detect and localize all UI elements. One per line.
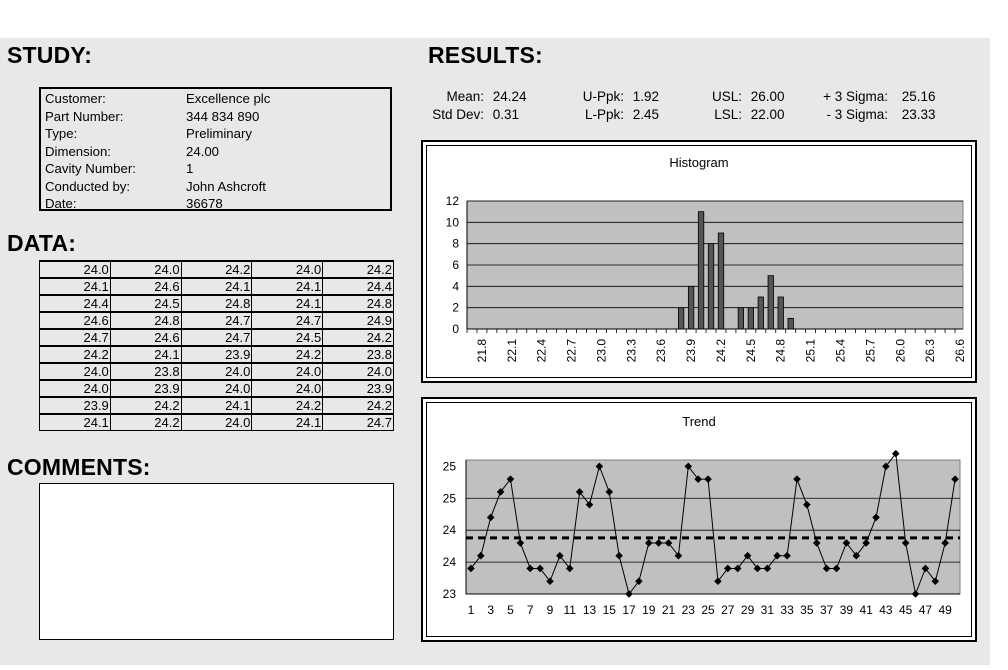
trend-x-tick-label: 45 xyxy=(898,603,913,617)
data-cell[interactable]: 23.8 xyxy=(323,346,394,363)
lsl-label: LSL: xyxy=(714,107,742,122)
histogram-bar xyxy=(748,308,753,329)
trend-x-tick-label: 9 xyxy=(546,603,554,617)
data-cell[interactable]: 24.0 xyxy=(252,380,323,397)
study-value: Preliminary xyxy=(186,126,252,141)
histogram-x-tick-label: 24.5 xyxy=(743,339,758,363)
data-cell[interactable]: 24.0 xyxy=(252,363,323,380)
histogram-bar xyxy=(778,297,783,329)
data-cell[interactable]: 24.5 xyxy=(110,295,181,312)
comments-heading: COMMENTS: xyxy=(7,454,151,480)
study-value: 24.00 xyxy=(186,143,220,159)
data-cell[interactable]: 24.8 xyxy=(181,295,252,312)
minus-3-sigma-stat xyxy=(800,107,936,122)
trend-x-tick-label: 33 xyxy=(780,603,794,617)
trend-chart-frame xyxy=(421,397,977,642)
histogram-y-tick-label: 6 xyxy=(452,258,459,272)
table-row xyxy=(40,346,394,363)
table-row xyxy=(40,278,394,295)
histogram-x-tick-label: 25.4 xyxy=(833,339,848,363)
mean-label: Mean: xyxy=(446,89,484,104)
data-cell[interactable]: 24.8 xyxy=(323,295,394,312)
l-ppk-stat xyxy=(560,107,659,122)
data-cell[interactable]: 24.6 xyxy=(40,312,111,329)
histogram-x-tick-label: 21.8 xyxy=(474,339,489,363)
histogram-bar xyxy=(788,318,793,329)
data-cell[interactable]: 24.6 xyxy=(110,278,181,295)
trend-x-tick-label: 47 xyxy=(918,603,933,617)
histogram-x-tick-label: 26.3 xyxy=(923,339,938,363)
histogram-bar xyxy=(768,276,773,329)
data-cell[interactable]: 24.0 xyxy=(181,363,252,380)
data-cell[interactable]: 24.1 xyxy=(181,397,252,414)
trend-x-tick-label: 17 xyxy=(622,603,636,617)
study-label: Conducted by: xyxy=(45,178,131,194)
histogram-x-tick-label: 23.3 xyxy=(624,339,639,363)
lsl-stat xyxy=(680,107,785,122)
data-cell[interactable]: 23.9 xyxy=(110,380,181,397)
trend-x-tick-label: 23 xyxy=(681,603,695,617)
data-cell[interactable]: 24.7 xyxy=(252,312,323,329)
data-cell[interactable]: 24.0 xyxy=(181,414,252,431)
trend-title: Trend xyxy=(682,414,716,429)
trend-x-tick-label: 31 xyxy=(760,603,775,617)
histogram-x-tick-label: 25.7 xyxy=(863,339,878,363)
trend-y-tick-label: 24 xyxy=(442,555,456,570)
histogram-bar xyxy=(718,233,723,329)
data-cell[interactable]: 24.4 xyxy=(323,278,394,295)
table-row xyxy=(40,312,394,329)
data-cell[interactable]: 24.2 xyxy=(252,346,323,363)
data-cell[interactable]: 24.0 xyxy=(252,261,323,278)
histogram-bar xyxy=(698,212,703,329)
table-row xyxy=(40,414,394,431)
results-heading: RESULTS: xyxy=(428,42,543,68)
study-label: Part Number: xyxy=(45,108,124,124)
data-cell[interactable]: 24.1 xyxy=(40,278,111,295)
data-cell[interactable]: 24.1 xyxy=(252,414,323,431)
data-cell[interactable]: 24.2 xyxy=(323,261,394,278)
data-cell[interactable]: 24.2 xyxy=(252,397,323,414)
study-value: 36678 xyxy=(186,196,223,211)
histogram-x-tick-label: 23.6 xyxy=(654,339,669,363)
data-cell[interactable]: 24.2 xyxy=(40,346,111,363)
histogram-x-tick-label: 26.0 xyxy=(893,339,908,363)
data-cell[interactable]: 24.6 xyxy=(110,329,181,346)
table-row xyxy=(40,261,394,278)
data-cell[interactable]: 24.1 xyxy=(252,278,323,295)
trend-x-tick-label: 15 xyxy=(602,603,616,617)
std-dev-label: Std Dev: xyxy=(432,107,484,122)
trend-x-tick-label: 43 xyxy=(879,603,893,617)
trend-x-tick-label: 41 xyxy=(859,603,873,617)
study-row xyxy=(43,195,388,212)
study-label: Customer: xyxy=(45,91,106,106)
minus-3-sigma-label: - 3 Sigma: xyxy=(826,107,888,122)
data-cell[interactable]: 24.0 xyxy=(40,363,111,380)
data-cell[interactable]: 24.0 xyxy=(181,380,252,397)
trend-x-tick-label: 21 xyxy=(661,603,676,617)
histogram-x-tick-label: 23.9 xyxy=(684,339,699,363)
usl-label: USL: xyxy=(711,89,742,104)
trend-x-tick-label: 37 xyxy=(819,603,834,617)
u-ppk-value: 1.92 xyxy=(632,89,660,104)
study-value: John Ashcroft xyxy=(186,178,266,194)
data-cell[interactable]: 24.2 xyxy=(181,261,252,278)
histogram-x-tick-label: 23.0 xyxy=(594,339,609,363)
minus-3-sigma-value: 23.33 xyxy=(901,107,936,122)
trend-x-tick-label: 27 xyxy=(721,603,735,617)
histogram-x-tick-label: 26.6 xyxy=(953,339,968,363)
histogram-bar xyxy=(708,244,713,329)
trend-x-tick-label: 35 xyxy=(800,603,814,617)
trend-x-tick-label: 25 xyxy=(701,603,715,617)
histogram-chart xyxy=(423,142,975,381)
data-cell[interactable]: 24.8 xyxy=(110,312,181,329)
data-cell[interactable]: 24.7 xyxy=(181,312,252,329)
data-cell[interactable]: 24.0 xyxy=(40,380,111,397)
data-cell[interactable]: 23.8 xyxy=(110,363,181,380)
data-cell[interactable]: 24.2 xyxy=(110,397,181,414)
study-label: Dimension: xyxy=(45,143,111,159)
lsl-value: 22.00 xyxy=(750,107,785,122)
table-row xyxy=(40,329,394,346)
trend-y-tick-label: 24 xyxy=(442,523,456,538)
histogram-y-tick-label: 4 xyxy=(452,279,459,294)
usl-stat xyxy=(680,89,785,104)
study-info-box xyxy=(39,87,392,211)
study-value: 1 xyxy=(186,161,194,176)
histogram-x-tick-label: 22.1 xyxy=(504,339,519,363)
trend-x-tick-label: 29 xyxy=(740,603,755,617)
table-row xyxy=(40,363,394,380)
data-cell[interactable]: 24.7 xyxy=(181,329,252,346)
mean-stat xyxy=(420,89,527,104)
histogram-x-tick-label: 24.2 xyxy=(713,339,728,363)
trend-x-tick-label: 3 xyxy=(487,603,495,617)
data-cell[interactable]: 24.2 xyxy=(323,397,394,414)
trend-x-tick-label: 13 xyxy=(582,603,597,617)
data-cell[interactable]: 24.0 xyxy=(323,363,394,380)
std-dev-stat xyxy=(420,107,519,122)
table-row xyxy=(40,380,394,397)
data-cell[interactable]: 24.2 xyxy=(323,329,394,346)
histogram-x-tick-label: 22.4 xyxy=(534,339,549,363)
study-row xyxy=(43,160,388,177)
study-row xyxy=(43,143,388,160)
plus-3-sigma-value: 25.16 xyxy=(901,89,936,104)
trend-y-tick-label: 23 xyxy=(442,587,456,601)
study-label: Type: xyxy=(45,126,78,141)
histogram-title: Histogram xyxy=(669,155,729,170)
study-label: Date: xyxy=(45,196,77,211)
data-cell[interactable]: 24.4 xyxy=(40,295,111,312)
data-heading: DATA: xyxy=(7,230,77,256)
trend-x-tick-label: 49 xyxy=(938,603,952,617)
data-cell[interactable]: 24.0 xyxy=(40,261,111,278)
l-ppk-label: L-Ppk: xyxy=(584,107,624,122)
table-row xyxy=(40,397,394,414)
histogram-y-tick-label: 8 xyxy=(452,236,459,251)
histogram-bar xyxy=(688,286,693,329)
data-cell[interactable]: 24.2 xyxy=(110,414,181,431)
trend-x-tick-label: 39 xyxy=(839,603,854,617)
std-dev-value: 0.31 xyxy=(492,107,520,122)
study-heading: STUDY: xyxy=(7,42,93,68)
data-cell[interactable]: 24.9 xyxy=(323,312,394,329)
data-cell[interactable]: 24.7 xyxy=(40,329,111,346)
data-cell[interactable]: 23.9 xyxy=(323,380,394,397)
data-table xyxy=(39,260,394,431)
histogram-bar xyxy=(738,308,743,329)
histogram-chart-frame xyxy=(421,140,977,383)
mean-value: 24.24 xyxy=(492,89,527,104)
trend-x-tick-label: 5 xyxy=(507,603,514,617)
study-row xyxy=(43,178,388,195)
trend-x-tick-label: 19 xyxy=(642,603,656,617)
data-cell[interactable]: 24.7 xyxy=(323,414,394,431)
trend-x-tick-label: 11 xyxy=(563,603,576,617)
plus-3-sigma-stat xyxy=(800,89,936,104)
histogram-y-tick-label: 0 xyxy=(452,322,459,336)
histogram-bar xyxy=(758,297,763,329)
l-ppk-value: 2.45 xyxy=(632,107,660,122)
data-cell[interactable]: 24.1 xyxy=(252,295,323,312)
data-cell[interactable]: 24.1 xyxy=(40,414,111,431)
study-row xyxy=(43,125,388,142)
usl-value: 26.00 xyxy=(750,89,785,104)
trend-chart xyxy=(423,399,975,640)
study-row xyxy=(43,90,388,107)
study-value: Excellence plc xyxy=(186,91,271,106)
study-label: Cavity Number: xyxy=(45,161,136,176)
data-cell[interactable]: 24.1 xyxy=(181,278,252,295)
data-cell[interactable]: 23.9 xyxy=(181,346,252,363)
histogram-bar xyxy=(678,308,683,329)
plus-3-sigma-label: + 3 Sigma: xyxy=(823,89,888,104)
comments-box[interactable] xyxy=(39,483,394,640)
histogram-x-tick-label: 24.8 xyxy=(773,339,788,363)
trend-y-tick-label: 25 xyxy=(442,459,456,474)
trend-x-tick-label: 1 xyxy=(467,603,475,617)
data-cell[interactable]: 23.9 xyxy=(40,397,111,414)
study-value: 344 834 890 xyxy=(186,108,260,124)
trend-x-tick-label: 7 xyxy=(526,603,534,617)
u-ppk-label: U-Ppk: xyxy=(582,89,624,104)
histogram-y-tick-label: 12 xyxy=(445,194,459,208)
trend-y-tick-label: 25 xyxy=(442,491,456,506)
table-row xyxy=(40,295,394,312)
data-cell[interactable]: 24.5 xyxy=(252,329,323,346)
histogram-x-tick-label: 25.1 xyxy=(803,339,818,363)
data-cell[interactable]: 24.0 xyxy=(110,261,181,278)
histogram-y-tick-label: 10 xyxy=(445,215,459,230)
u-ppk-stat xyxy=(560,89,659,104)
histogram-y-tick-label: 2 xyxy=(452,300,459,315)
study-row xyxy=(43,108,388,125)
histogram-x-tick-label: 22.7 xyxy=(564,339,579,363)
data-cell[interactable]: 24.1 xyxy=(110,346,181,363)
